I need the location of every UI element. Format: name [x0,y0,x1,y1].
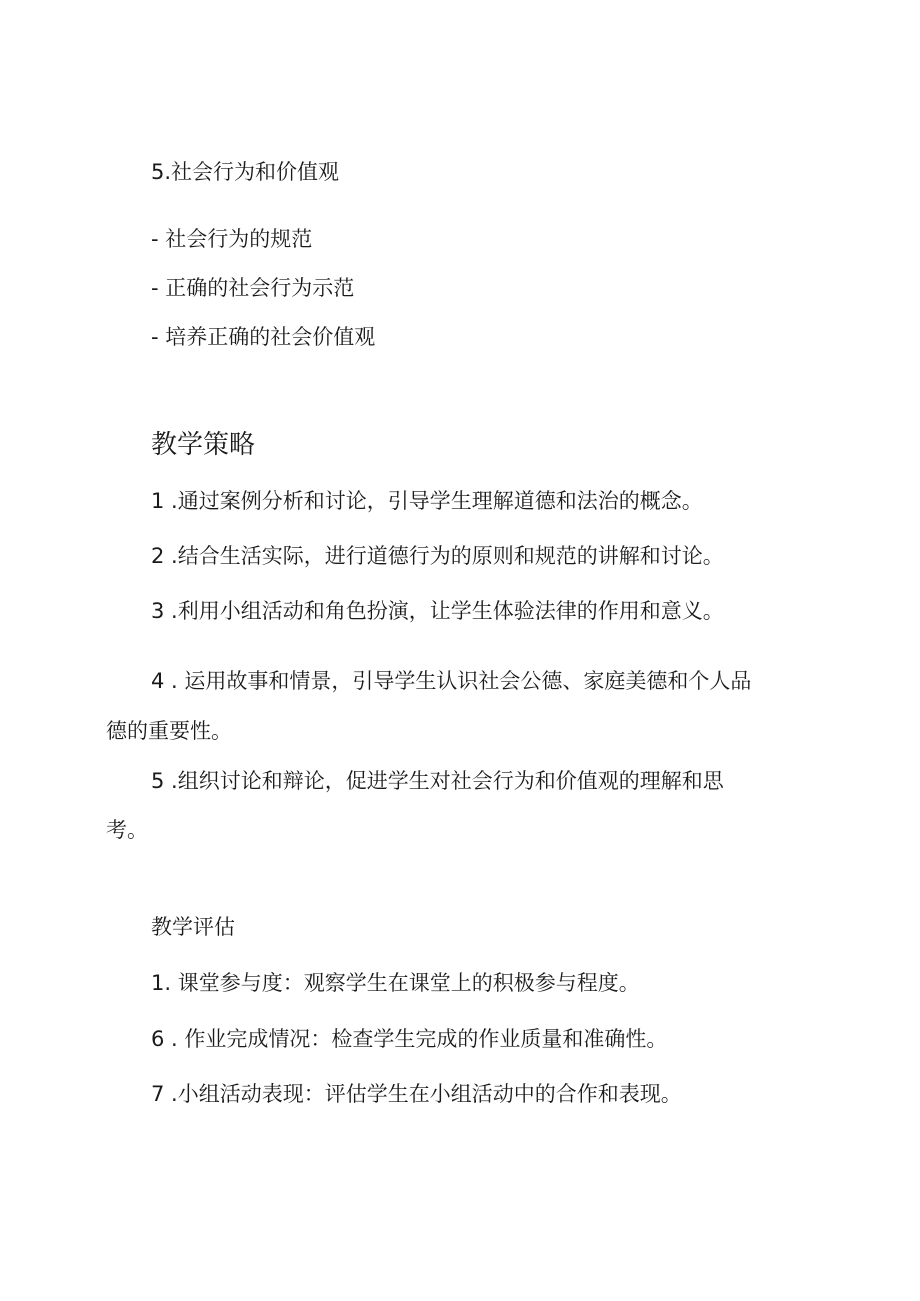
strategy-item: 4 . 运用故事和情景，引导学生认识社会公德、家庭美德和个人品 [151,669,752,693]
strategy-item-continuation: 德的重要性。 [106,719,232,743]
evaluation-item: 6 . 作业完成情况：检查学生完成的作业质量和准确性。 [151,1027,668,1051]
list-item: - 培养正确的社会价值观 [151,325,376,349]
strategy-item: 3 .利用小组活动和角色扮演，让学生体验法律的作用和意义。 [151,599,724,623]
strategy-heading: 教学策略 [151,430,256,460]
evaluation-item: 1. 课堂参与度：观察学生在课堂上的积极参与程度。 [151,971,640,995]
list-item: - 社会行为的规范 [151,227,313,251]
section-title: 5.社会行为和价值观 [151,160,340,184]
list-item: - 正确的社会行为示范 [151,276,355,300]
strategy-item: 1 .通过案例分析和讨论，引导学生理解道德和法治的概念。 [151,489,703,513]
evaluation-heading: 教学评估 [151,915,235,939]
evaluation-item: 7 .小组活动表现：评估学生在小组活动中的合作和表现。 [151,1082,682,1106]
strategy-item: 2 .结合生活实际，进行道德行为的原则和规范的讲解和讨论。 [151,544,724,568]
strategy-item: 5 .组织讨论和辩论，促进学生对社会行为和价值观的理解和思 [151,769,724,793]
strategy-item-continuation: 考。 [106,818,148,842]
